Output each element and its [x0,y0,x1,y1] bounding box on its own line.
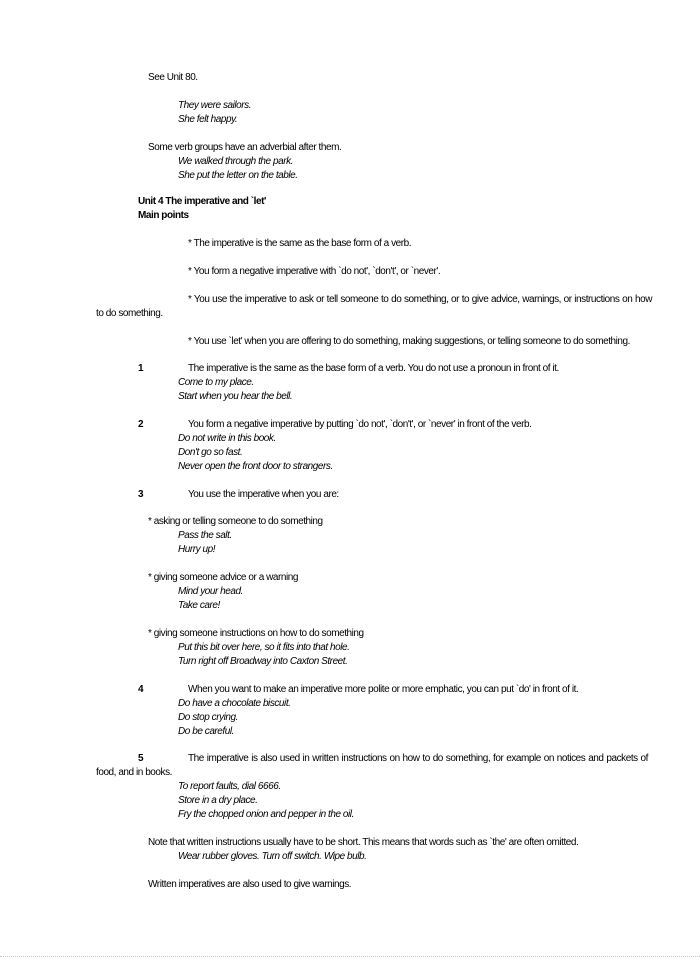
written-instructions-note: Note that written instructions usually have to be short. This means that words such as `the' are often omitted. [148,837,579,848]
example-sentence: Put this bit over here, so it fits into that hole. [178,642,350,653]
example-sentence: Come to my place. [178,377,254,388]
example-sentence: They were sailors. [178,100,252,111]
example-sentence: She put the letter on the table. [178,170,298,181]
use-label: * giving someone advice or a warning [148,572,299,583]
example-sentence: Wear rubber gloves. Turn off switch. Wipe bulb. [178,851,367,862]
example-sentence: To report faults, dial 6666. [178,781,281,792]
example-sentence: Do have a chocolate biscuit. [178,698,291,709]
example-sentence: Don't go so fast. [178,447,243,458]
example-sentence: Mind your head. [178,586,243,597]
section-text: You use the imperative when you are: [188,489,339,500]
section-number: 4 [138,684,144,695]
section-text: The imperative is also used in written instructions on how to do something, for example on notices and packets of food, and in books. [96,753,648,778]
unit-title: Unit 4 The imperative and `let' [138,196,266,207]
page-bottom-divider [0,956,700,957]
warnings-note: Written imperatives are also used to give warnings. [148,879,352,890]
example-sentence: Fry the chopped onion and pepper in the oil. [178,809,354,820]
example-sentence: Hurry up! [178,544,216,555]
section-number: 2 [138,419,144,430]
example-sentence: Start when you hear the bell. [178,391,293,402]
example-sentence: Do stop crying. [178,712,238,723]
use-label: * asking or telling someone to do something [148,516,323,527]
section-text: You form a negative imperative by putting `do not', `don't', or `never' in front of the verb. [188,419,532,430]
section-text: When you want to make an imperative more polite or more emphatic, you can put `do' in front of it. [188,684,579,695]
example-sentence: She felt happy. [178,114,238,125]
example-sentence: We walked through the park. [178,156,293,167]
example-sentence: Do not write in this book. [178,433,276,444]
main-point: * You form a negative imperative with `do not', `don't', or `never'. [188,266,441,277]
example-sentence: Do be careful. [178,726,234,737]
example-sentence: Take care! [178,600,220,611]
main-point: * You use the imperative to ask or tell someone to do something, or to give advice, warnings, or instructions on how to do something. [96,294,652,319]
section-number: 5 [138,753,144,764]
example-sentence: Never open the front door to strangers. [178,461,333,472]
section-text: The imperative is the same as the base form of a verb. You do not use a pronoun in front of it. [188,363,559,374]
main-points-heading: Main points [138,210,189,221]
see-unit-reference: See Unit 80. [148,72,198,83]
example-sentence: Pass the salt. [178,530,232,541]
section-number: 1 [138,363,144,374]
use-label: * giving someone instructions on how to do something [148,628,364,639]
section-number: 3 [138,489,144,500]
adverbial-note: Some verb groups have an adverbial after them. [148,142,342,153]
example-sentence: Store in a dry place. [178,795,258,806]
main-point: * You use `let' when you are offering to do something, making suggestions, or telling someone to do something. [188,336,630,347]
main-point: * The imperative is the same as the base form of a verb. [188,238,412,249]
example-sentence: Turn right off Broadway into Caxton Street. [178,656,348,667]
